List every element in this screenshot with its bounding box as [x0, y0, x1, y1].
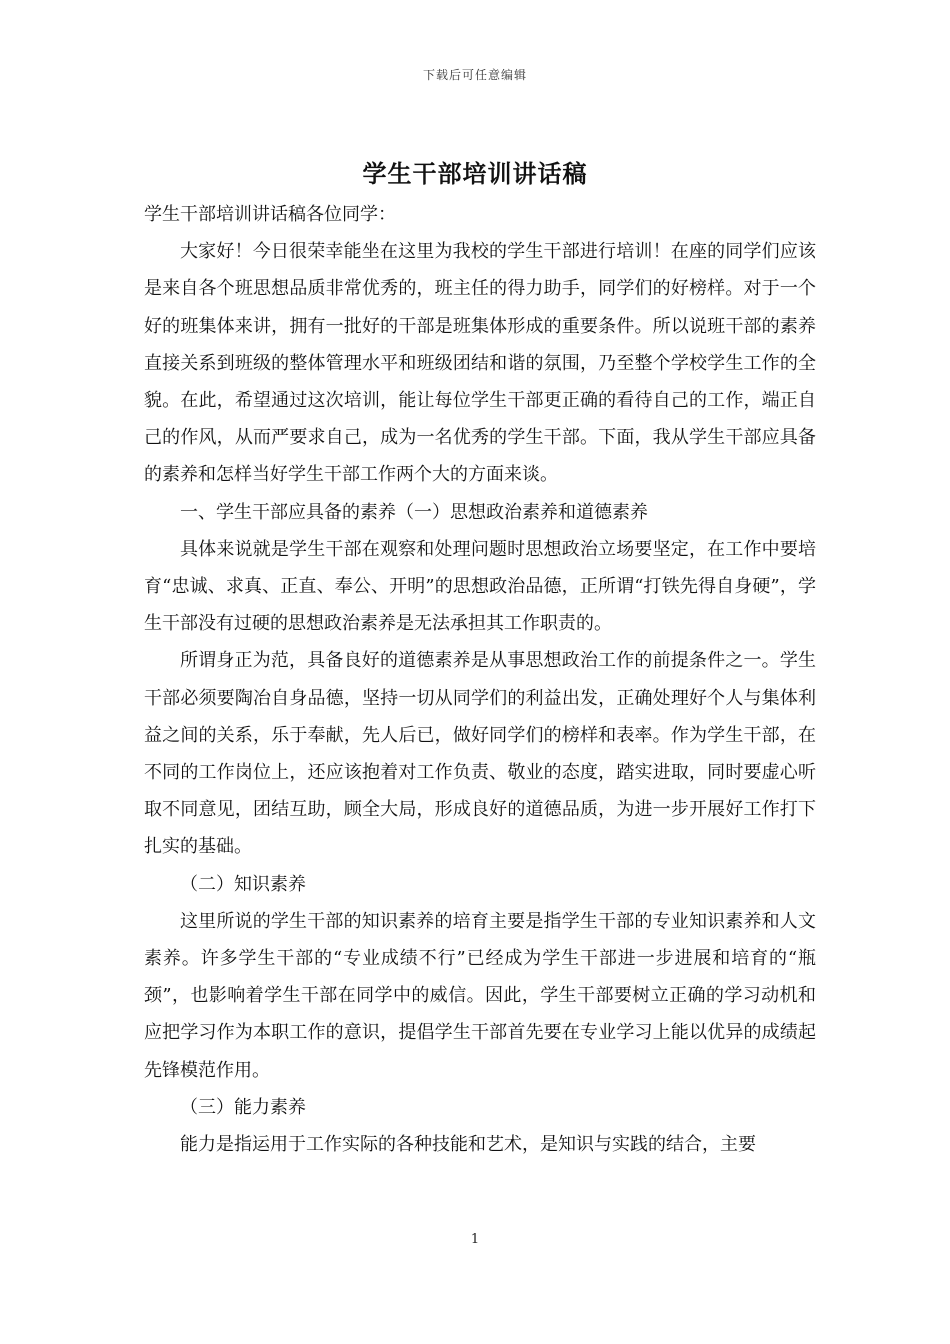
document-body [144, 196, 816, 1163]
body-paragraph: 所谓身正为范，具备良好的道德素养是从事思想政治工作的前提条件之一。学生干部必须要陶冶自身品德，坚持一切从同学们的利益出发，正确处理好个人与集体利益之间的关系，乐于奉献，先人后已，做好同学们的榜样和表率。作为学生干部，在不同的工作岗位上，还应该抱着对工作负责、敬业的态度，踏实进取，同时要虚心听取不同意见，团结互助，顾全大局，形成良好的道德品质，为进一步开展好工作打下扎实的基础。 [144, 650, 816, 858]
body-paragraph: 具体来说就是学生干部在观察和处理问题时思想政治立场要坚定，在工作中要培育“忠诚、求真、正直、奉公、开明”的思想政治品德，正所谓“打铁先得自身硬”，学生干部没有过硬的思想政治素养是无法承担其工作职责的。 [144, 538, 816, 635]
body-paragraph: 大家好！今日很荣幸能坐在这里为我校的学生干部进行培训！在座的同学们应该是来自各个班思想品质非常优秀的，班主任的得力助手，同学们的好榜样。对于一个好的班集体来讲，拥有一批好的干部是班集体形成的重要条件。所以说班干部的素养直接关系到班级的整体管理水平和班级团结和谐的氛围，乃至整个学校学生工作的全貌。在此，希望通过这次培训，能让每位学生干部更正确的看待自己的工作，端正自己的作风，从而严要求自己，成为一名优秀的学生干部。下面，我从学生干部应具备的素养和怎样当好学生干部工作两个大的方面来谈。 [144, 241, 816, 486]
section-heading: 一、学生干部应具备的素养（一）思想政治素养和道德素养 [180, 501, 648, 523]
section-heading: （三）能力素养 [180, 1096, 306, 1118]
greeting-paragraph: 学生干部培训讲话稿各位同学： [144, 204, 396, 225]
page-header: 下载后可任意编辑 [422, 68, 527, 82]
body-paragraph: 能力是指运用于工作实际的各种技能和艺术，是知识与实践的结合，主要 [180, 1134, 756, 1156]
body-paragraph: 这里所说的学生干部的知识素养的培育主要是指学生干部的专业知识素养和人文素养。许多学生干部的“专业成绩不行”已经成为学生干部进一步进展和培育的“瓶颈”，也影响着学生干部在同学中的威信。因此，学生干部要树立正确的学习动机和应把学习作为本职工作的意识，提倡学生干部首先要在专业学习上能以优异的成绩起先锋模范作用。 [144, 910, 816, 1081]
document-title: 学生干部培训讲话稿 [362, 159, 588, 188]
page-number: 1 [470, 1232, 480, 1247]
section-heading: （二）知识素养 [180, 873, 306, 895]
